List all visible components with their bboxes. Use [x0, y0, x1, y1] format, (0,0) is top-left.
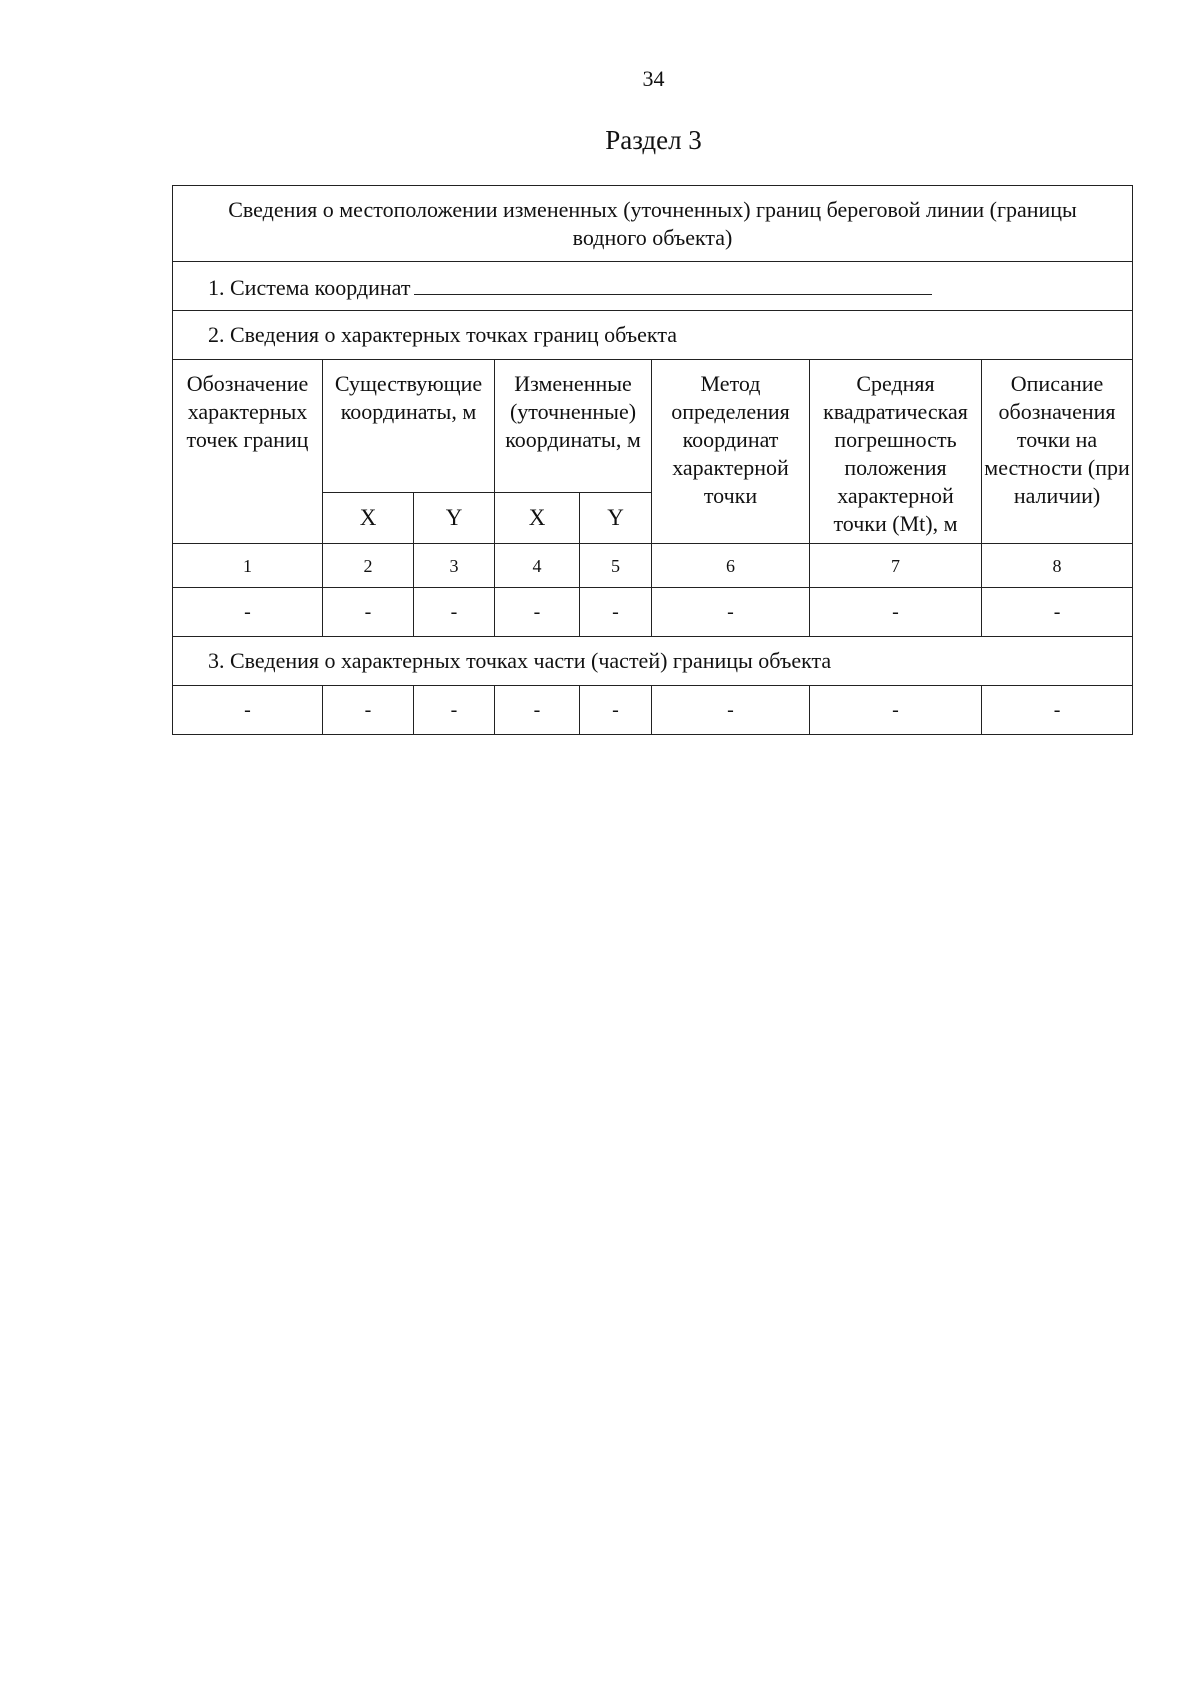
table-cell: - [652, 686, 810, 735]
table-cell: - [495, 686, 580, 735]
table-row [173, 588, 1133, 637]
table-cell: - [495, 588, 580, 637]
header-existing-x: X [323, 493, 414, 544]
column-number: 7 [810, 544, 982, 588]
header-existing-y: Y [414, 493, 495, 544]
header-mean-error: Средняя квадратическая погрешность положения характерной точки (Mt), м [810, 360, 982, 544]
column-number: 4 [495, 544, 580, 588]
header-changed-y: Y [580, 493, 652, 544]
table-cell: - [810, 686, 982, 735]
table-cell: - [982, 588, 1133, 637]
header-method: Метод определения координат характерной точки [652, 360, 810, 544]
header-changed-x: X [495, 493, 580, 544]
column-number: 1 [173, 544, 323, 588]
table-cell: - [982, 686, 1133, 735]
subsection-3-title: 3. Сведения о характерных точках части (частей) границы объекта [173, 637, 1133, 686]
subsection-2-title: 2. Сведения о характерных точках границ объекта [173, 311, 1133, 360]
section-title: Раздел 3 [605, 125, 702, 155]
table-cell: - [652, 588, 810, 637]
table-cell: - [414, 588, 495, 637]
column-number: 6 [652, 544, 810, 588]
table-cell: - [173, 588, 323, 637]
table-cell: - [173, 686, 323, 735]
table-cell: - [580, 686, 652, 735]
page-number: 34 [642, 66, 665, 91]
column-number: 8 [982, 544, 1133, 588]
header-description: Описание обозначения точки на местности (при наличии) [982, 360, 1133, 544]
header-changed-coordinates: Измененные (уточненные) координаты, м [495, 360, 652, 493]
boundary-table [172, 185, 1133, 735]
column-number: 2 [323, 544, 414, 588]
coordinate-system-label: 1. Система координат [208, 275, 411, 300]
column-number-row [173, 544, 1133, 588]
table-cell: - [414, 686, 495, 735]
table-title: Сведения о местоположении измененных (уточненных) границ береговой линии (границы водного объекта) [173, 186, 1133, 262]
table-cell: - [323, 686, 414, 735]
table-cell: - [323, 588, 414, 637]
coordinate-system-row [173, 262, 1133, 311]
table-cell: - [810, 588, 982, 637]
table-row [173, 686, 1133, 735]
header-existing-coordinates: Существующие координаты, м [323, 360, 495, 493]
column-number: 3 [414, 544, 495, 588]
coordinate-system-blank [414, 270, 932, 295]
header-point-designation: Обозначение характерных точек границ [173, 360, 323, 544]
table-cell: - [580, 588, 652, 637]
column-number: 5 [580, 544, 652, 588]
